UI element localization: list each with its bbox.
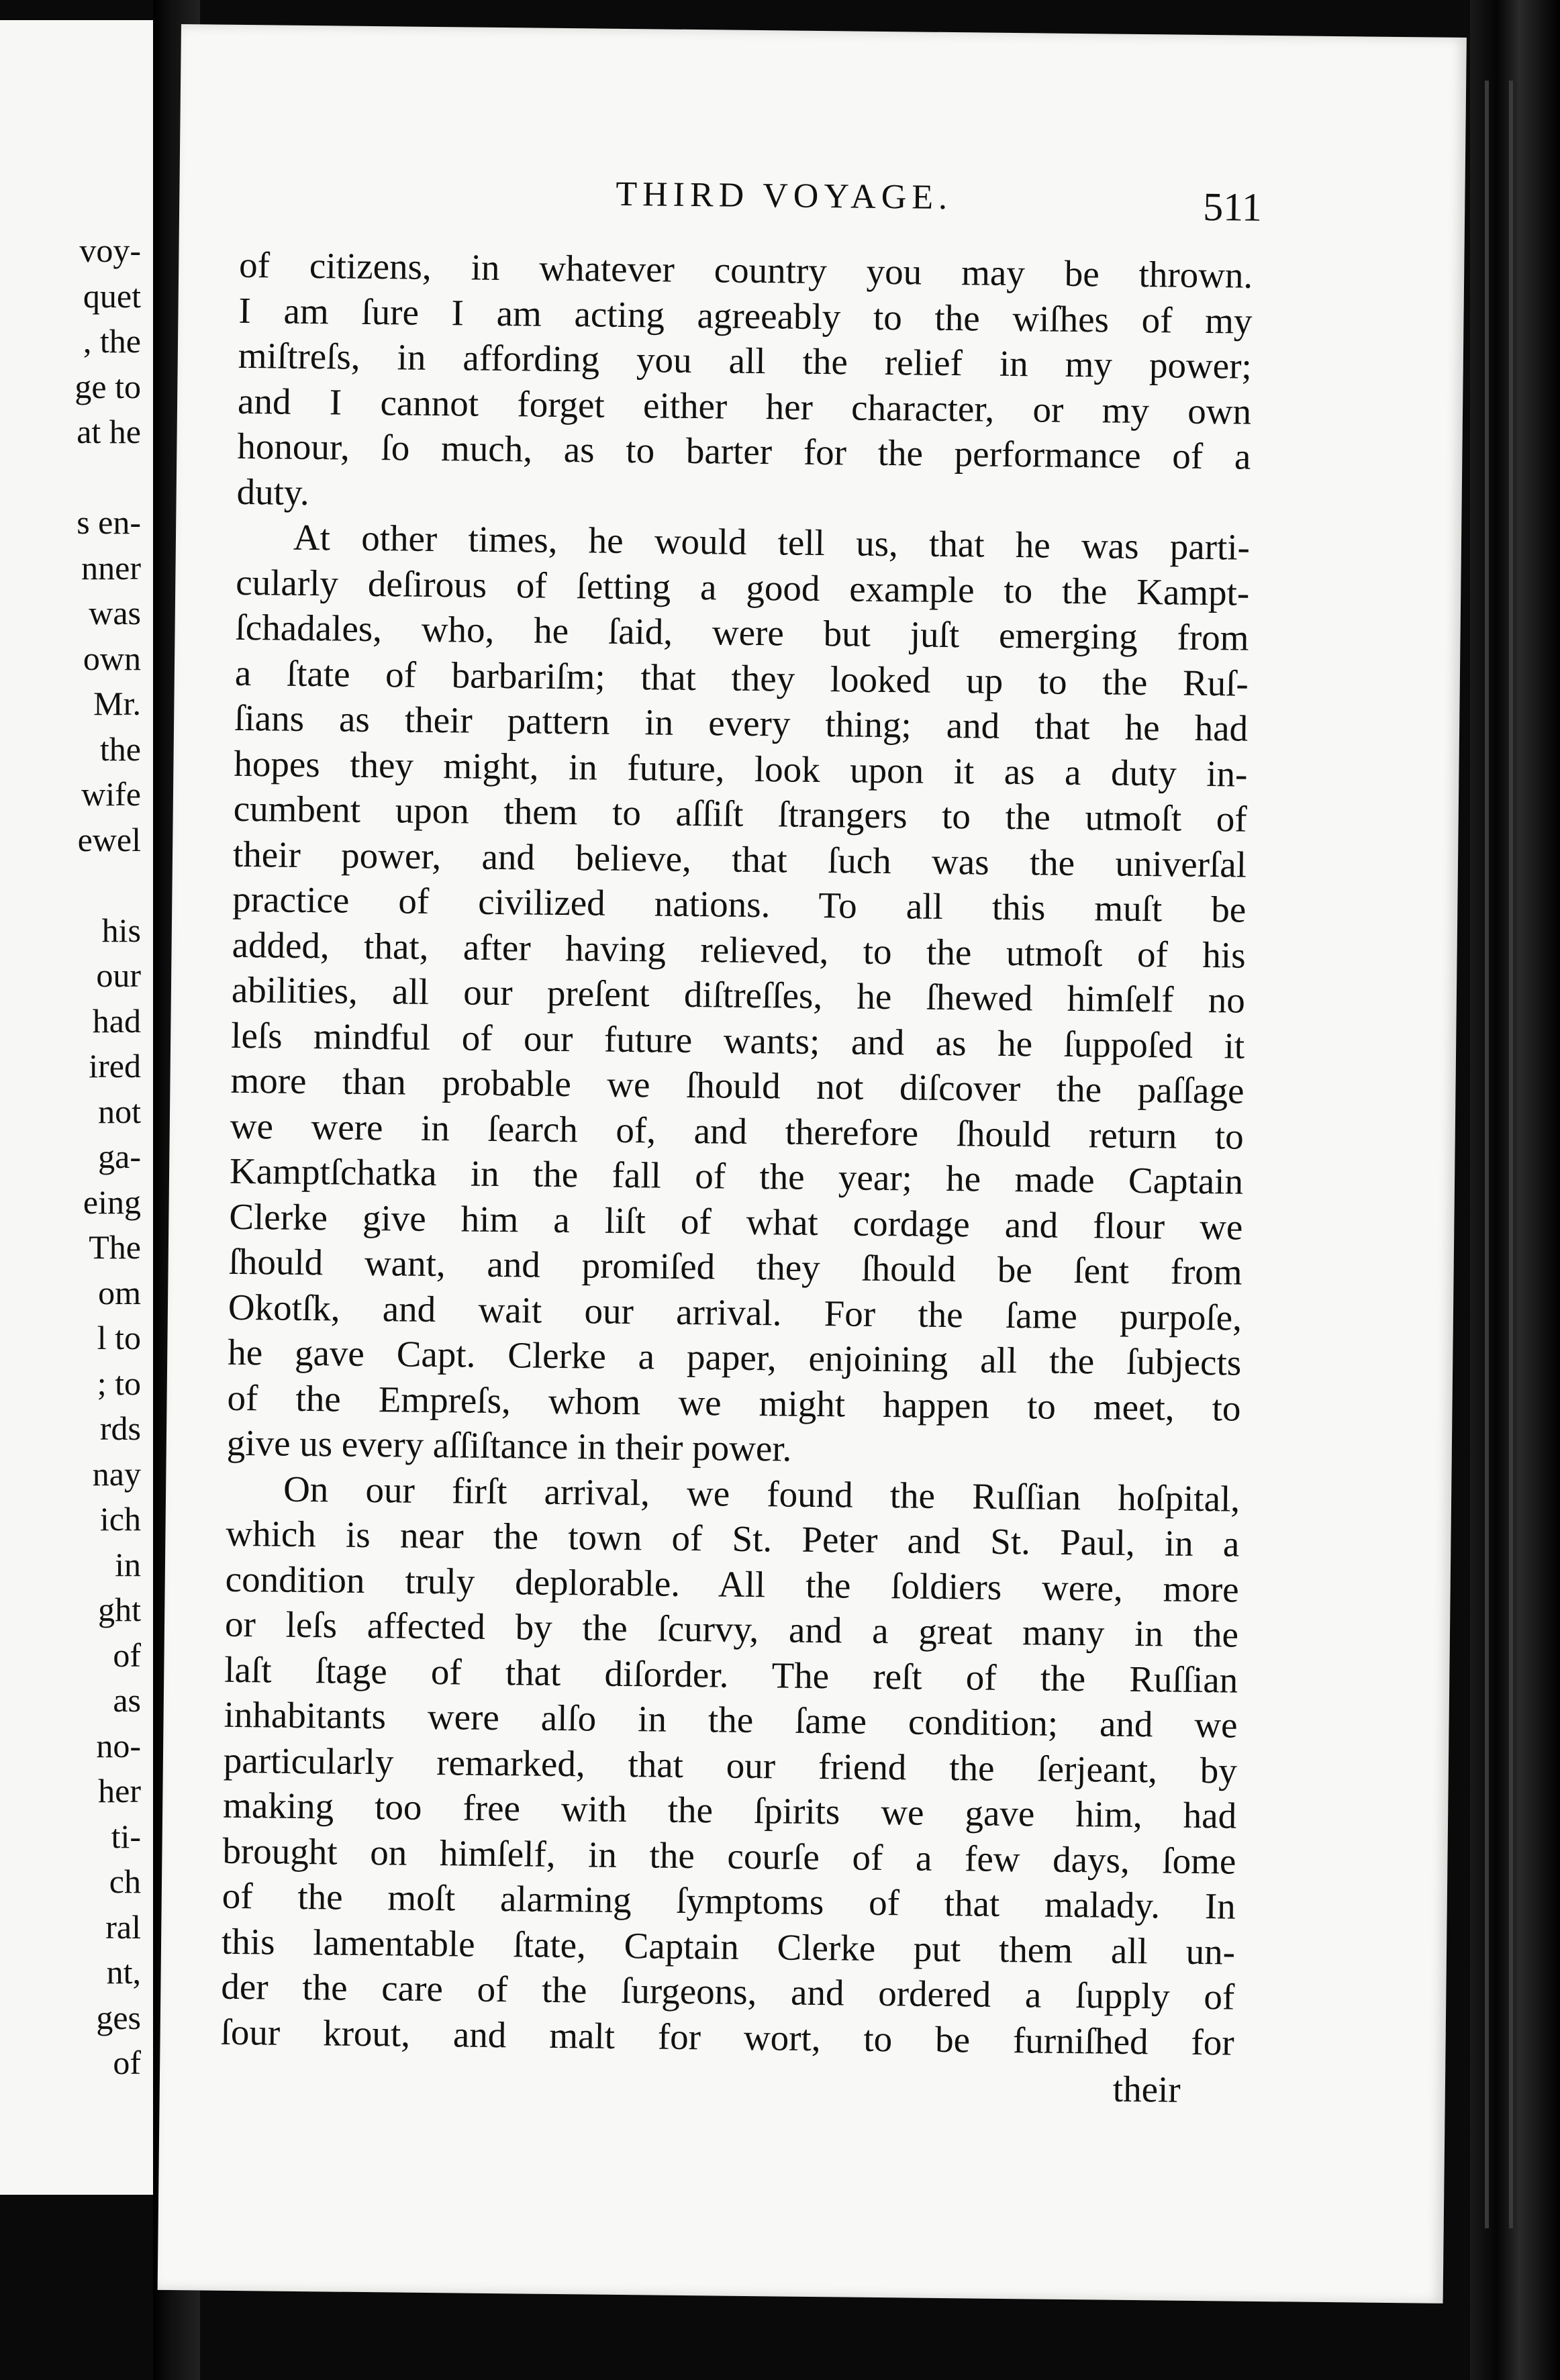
left-page-fragment: nt,: [106, 1953, 141, 1991]
text-line: of the moſt alarming ſymptoms of that malady. In: [222, 1875, 1236, 1927]
text-line: leſs mindful of our future wants; and as he ſuppoſed it: [230, 1014, 1245, 1067]
left-page-fragment: s en-: [77, 503, 141, 541]
left-page-fragment: as: [113, 1681, 141, 1719]
left-page-fragment: his: [101, 911, 141, 949]
text-line: or leſs affected by the ſcurvy, and a great many in the: [224, 1603, 1239, 1655]
left-page-fragment: had: [92, 1001, 141, 1040]
left-page-fragment: ; to: [97, 1364, 141, 1402]
text-line: we were in ſearch of, and therefore ſhould return to: [230, 1105, 1245, 1157]
text-line: ſhould want, and promiſed they ſhould be ſent from: [228, 1240, 1242, 1293]
catchword: their: [1112, 2068, 1181, 2110]
left-page-fragment: quet: [83, 277, 141, 315]
left-page-fragment: ges: [96, 1998, 141, 2036]
text-line: der the care of the ſurgeons, and ordered a ſupply of: [221, 1965, 1235, 2018]
left-page-fragment: eing: [83, 1183, 141, 1221]
text-line: ſians as their pattern in every thing; and that he had: [234, 697, 1249, 749]
text-line: their power, and believe, that ſuch was the univerſal: [232, 833, 1247, 885]
text-line: At other times, he would tell us, that he was parti-: [293, 516, 1251, 568]
text-line: practice of civilized nations. To all this muſt be: [232, 878, 1247, 930]
left-page-fragment: the: [99, 730, 141, 768]
left-page-fragment: at he: [77, 413, 141, 450]
left-page-fragment: was: [89, 594, 141, 632]
left-page-fragment: voy-: [79, 232, 141, 269]
left-page-fragment: nner: [81, 548, 141, 587]
text-line: and I cannot forget either her character, or my own: [237, 380, 1252, 432]
text-line: particularly remarked, that our friend the ſerjeant, by: [223, 1739, 1238, 1791]
left-page-fragment: of: [113, 2044, 141, 2081]
left-page-fragment: her: [98, 1772, 141, 1809]
left-page-fragment: The: [89, 1228, 141, 1266]
text-line: cumbent upon them to aſſiſt ſtrangers to the utmoſt of: [233, 787, 1248, 840]
text-line: which is near the town of St. Peter and St. Paul, in a: [226, 1512, 1240, 1565]
text-line: honour, ſo much, as to barter for the performance of a: [237, 425, 1251, 477]
left-page-fragment: ich: [99, 1500, 141, 1538]
left-page-fragment: no-: [96, 1726, 141, 1765]
left-page-fragment: not: [98, 1092, 141, 1130]
left-page-fragment: ch: [109, 1863, 141, 1900]
book-binding-edge: [1470, 0, 1560, 2380]
text-line: cularly deſirous of ſetting a good example to the Kampt-: [235, 561, 1250, 613]
left-page-fragment: our: [96, 956, 141, 994]
left-page-fragment: ired: [89, 1047, 141, 1085]
text-line: he gave Capt. Clerke a paper, enjoining all the ſubjects: [227, 1331, 1242, 1383]
text-line: a ſtate of barbariſm; that they looked up to the Ruſ-: [234, 652, 1249, 704]
text-line: of the Empreſs, whom we might happen to meet, to: [227, 1377, 1241, 1429]
binding-line: [1485, 81, 1489, 2228]
left-page-fragment: ewel: [77, 820, 141, 858]
book-page: [158, 24, 1467, 2303]
left-page-fragment: in: [115, 1545, 141, 1583]
previous-page-edge: [0, 20, 156, 2195]
left-page-fragment: ti-: [111, 1817, 141, 1855]
left-page-fragment: l to: [97, 1319, 141, 1356]
text-line: miſtreſs, in affording you all the relief in my power;: [238, 334, 1253, 387]
left-page-fragment: ral: [105, 1907, 141, 1946]
binding-line: [1509, 81, 1513, 2228]
text-line: added, that, after having relieved, to the utmoſt of his: [232, 924, 1246, 976]
left-page-fragment: of: [113, 1636, 141, 1674]
text-line: this lamentable ſtate, Captain Clerke put them all un-: [221, 1920, 1236, 1973]
running-header: THIRD VOYAGE.: [616, 175, 953, 217]
text-line: hopes they might, in future, look upon it as a duty in-: [234, 742, 1248, 795]
left-page-fragment: Mr.: [93, 685, 141, 722]
text-line: I am ſure I am acting agreeably to the wiſhes of my: [238, 289, 1253, 342]
left-page-fragment: , the: [83, 322, 141, 360]
page-number: 511: [1202, 184, 1263, 230]
text-line: Clerke give him a liſt of what cordage and flour we: [229, 1195, 1243, 1248]
text-line: ſchadales, who, he ſaid, were but juſt emerging from: [235, 606, 1249, 658]
text-line: more than probable we ſhould not diſcover the paſſage: [230, 1059, 1245, 1111]
text-line: laſt ſtage of that diſorder. The reſt of the Ruſſian: [224, 1648, 1238, 1701]
text-line: Okotſk, and wait our arrival. For the ſame purpoſe,: [228, 1286, 1242, 1338]
left-page-fragment: om: [98, 1273, 141, 1311]
text-line: of citizens, in whatever country you may be thrown.: [238, 244, 1253, 296]
left-page-fragment: wife: [81, 775, 141, 813]
text-line: duty.: [236, 470, 309, 513]
left-page-fragment: own: [83, 639, 141, 677]
left-page-fragment: nay: [92, 1454, 141, 1493]
text-line: condition truly deplorable. All the ſoldiers were, more: [225, 1558, 1239, 1610]
left-page-fragment: ght: [98, 1591, 141, 1628]
text-line: making too free with the ſpirits we gave him, had: [222, 1784, 1237, 1836]
text-line: Kamptſchatka in the fall of the year; he made Captain: [229, 1150, 1244, 1202]
text-line: inhabitants were alſo in the ſame condition; and we: [224, 1693, 1238, 1746]
text-line: abilities, all our preſent diſtreſſes, he ſhewed himſelf no: [231, 969, 1246, 1021]
text-line: brought on himſelf, in the courſe of a few days, ſome: [222, 1830, 1236, 1882]
text-line: give us every aſſiſtance in their power.: [226, 1422, 792, 1469]
text-line: ſour krout, and malt for wort, to be furniſhed for: [220, 2011, 1234, 2063]
left-page-fragment: ga-: [98, 1138, 141, 1175]
text-line: On our firſt arrival, we found the Ruſſian hoſpital,: [283, 1468, 1240, 1520]
left-page-fragment: ge to: [75, 367, 141, 405]
left-page-fragment: rds: [99, 1409, 141, 1447]
